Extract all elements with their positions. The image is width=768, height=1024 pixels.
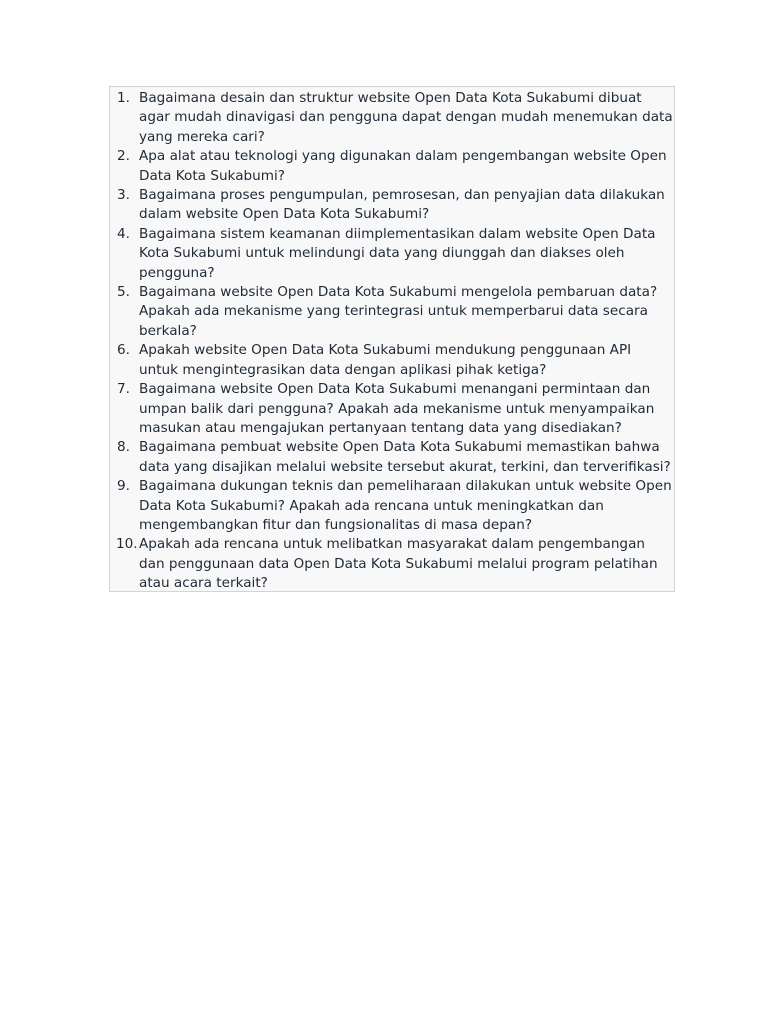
question-number: 1.: [117, 90, 130, 106]
question-item: [110, 535, 674, 593]
question-text: Apakah ada rencana untuk melibatkan masyarakat dalam pengembangan dan penggunaan data Open Data Kota Sukabumi melalui program pelatihan atau acara terkait?: [139, 536, 658, 592]
question-text: Bagaimana website Open Data Kota Sukabumi menangani permintaan dan umpan balik dari pengguna? Apakah ada mekanisme untuk menyampaikan masukan atau mengajukan pertanyaan tentang data yang disediakan?: [139, 381, 655, 436]
question-number: 10.: [116, 536, 138, 553]
question-number: 4.: [117, 225, 130, 242]
question-list-box: [109, 86, 675, 592]
question-number: 9.: [117, 478, 130, 495]
question-item: [110, 283, 674, 341]
question-text: Bagaimana proses pengumpulan, pemrosesan, dan penyajian data dilakukan dalam website Open Data Kota Sukabumi?: [139, 187, 665, 223]
question-text: Bagaimana dukungan teknis dan pemeliharaan dilakukan untuk website Open Data Kota Sukabumi? Apakah ada rencana untuk meningkatkan dan mengembangkan fitur dan fungsionalitas di masa depan?: [139, 478, 672, 533]
question-list: [110, 87, 674, 594]
question-text: Bagaimana website Open Data Kota Sukabumi mengelola pembaruan data? Apakah ada mekanisme yang terintegrasi untuk memperbarui data secara berkala?: [139, 284, 658, 339]
question-number: 2.: [117, 148, 130, 165]
question-item: [110, 225, 674, 283]
question-text: Apakah website Open Data Kota Sukabumi mendukung penggunaan API untuk mengintegrasikan data dengan aplikasi pihak ketiga?: [139, 342, 632, 378]
question-item: [110, 89, 674, 147]
question-text: Apa alat atau teknologi yang digunakan dalam pengembangan website Open Data Kota Sukabumi?: [139, 148, 667, 184]
question-number: 3.: [117, 187, 130, 204]
question-item: [110, 380, 674, 438]
question-number: 5.: [117, 284, 130, 301]
question-item: [110, 341, 674, 380]
question-number: 6.: [117, 342, 130, 359]
question-text: Bagaimana sistem keamanan diimplementasikan dalam website Open Data Kota Sukabumi untuk melindungi data yang diunggah dan diakses oleh pengguna?: [139, 225, 656, 281]
question-text: Bagaimana desain dan struktur website Open Data Kota Sukabumi dibuat agar mudah dinavigasi dan pengguna dapat dengan mudah menemukan data yang mereka cari?: [139, 90, 673, 145]
question-item: [110, 477, 674, 535]
question-item: [110, 186, 674, 225]
question-item: [110, 438, 674, 477]
question-number: 8.: [117, 439, 130, 456]
question-text: Bagaimana pembuat website Open Data Kota Sukabumi memastikan bahwa data yang disajikan melalui website tersebut akurat, terkini, dan terverifikasi?: [139, 439, 671, 475]
question-item: [110, 147, 674, 186]
question-number: 7.: [117, 381, 130, 398]
